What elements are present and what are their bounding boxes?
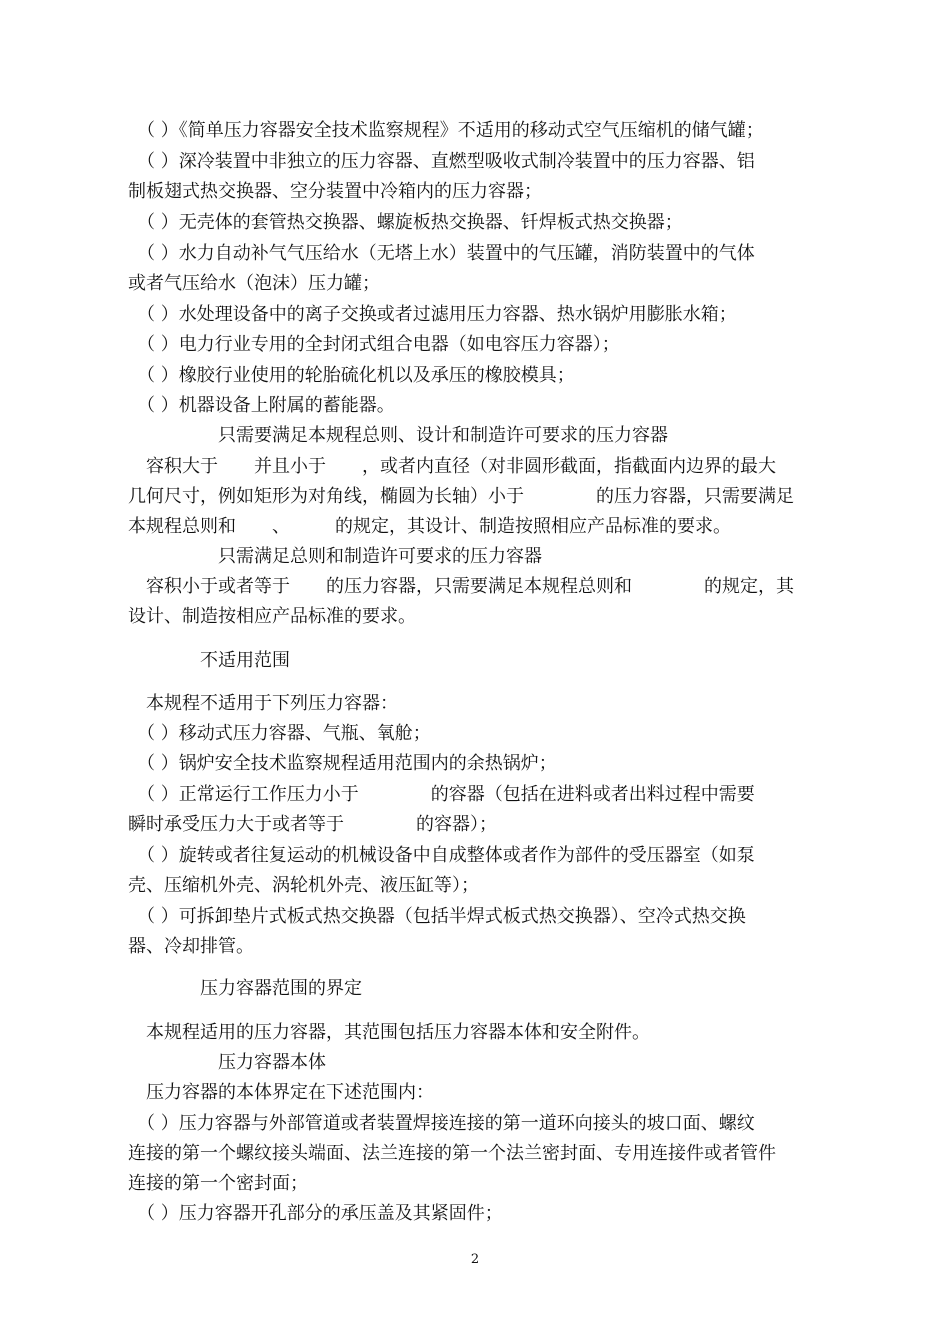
text-line: （ ）机器设备上附属的蓄能器。 — [128, 395, 395, 416]
section-heading: 只需满足总则和制造许可要求的压力容器 — [128, 546, 542, 567]
text-line: （ ）压力容器与外部管道或者装置焊接连接的第一道环向接头的坡口面、螺纹 — [128, 1113, 755, 1134]
section-heading: 只需要满足本规程总则、设计和制造许可要求的压力容器 — [128, 425, 668, 446]
text-line: （ ）压力容器开孔部分的承压盖及其紧固件； — [128, 1203, 503, 1224]
text-line: （ ）旋转或者往复运动的机械设备中自成整体或者作为部件的受压器室（如泵 — [128, 845, 755, 866]
text-line: 设计、制造按相应产品标准的要求。 — [128, 606, 416, 627]
text-line: 本规程适用的压力容器，其范围包括压力容器本体和安全附件。 — [128, 1022, 650, 1043]
text-line: （ ）《简单压力容器安全技术监察规程》不适用的移动式空气压缩机的储气罐； — [128, 120, 764, 141]
text-line: 几何尺寸，例如矩形为对角线，椭圆为长轴）小于 的压力容器，只需要满足 — [128, 486, 794, 507]
text-line: 压力容器的本体界定在下述范围内： — [128, 1082, 434, 1103]
section-heading: 压力容器本体 — [128, 1052, 326, 1073]
text-line: （ ）移动式压力容器、气瓶、氧舱； — [128, 723, 431, 744]
text-line: （ ）水处理设备中的离子交换或者过滤用压力容器、热水锅炉用膨胀水箱； — [128, 304, 737, 325]
text-line: （ ）水力自动补气气压给水（无塔上水）装置中的气压罐，消防装置中的气体 — [128, 243, 755, 264]
section-heading: 不适用范围 — [128, 650, 290, 671]
text-line: 连接的第一个螺纹接头端面、法兰连接的第一个法兰密封面、专用连接件或者管件 — [128, 1143, 776, 1164]
text-line: （ ）无壳体的套管热交换器、螺旋板热交换器、钎焊板式热交换器； — [128, 212, 683, 233]
text-line: （ ）橡胶行业使用的轮胎硫化机以及承压的橡胶模具； — [128, 365, 575, 386]
text-line: 本规程不适用于下列压力容器： — [128, 693, 398, 714]
text-line: （ ）深冷装置中非独立的压力容器、直燃型吸收式制冷装置中的压力容器、铝 — [128, 151, 755, 172]
text-line: 壳、压缩机外壳、涡轮机外壳、液压缸等）； — [128, 875, 479, 896]
text-line: （ ）电力行业专用的全封闭式组合电器（如电容压力容器）； — [128, 334, 620, 355]
text-line: （ ）可拆卸垫片式板式热交换器（包括半焊式板式热交换器）、空冷式热交换 — [128, 906, 746, 927]
text-line: 本规程总则和 、 的规定，其设计、制造按照相应产品标准的要求。 — [128, 516, 731, 537]
text-line: 制板翅式热交换器、空分装置中冷箱内的压力容器； — [128, 181, 542, 202]
text-line: 连接的第一个密封面； — [128, 1173, 308, 1194]
text-line: （ ）锅炉安全技术监察规程适用范围内的余热锅炉； — [128, 753, 557, 774]
text-line: 器、冷却排管。 — [128, 936, 254, 957]
text-line: （ ）正常运行工作压力小于 的容器（包括在进料或者出料过程中需要 — [128, 784, 755, 805]
text-line: 容积大于 并且小于 ，或者内直径（对非圆形截面，指截面内边界的最大 — [128, 456, 776, 477]
text-line: 或者气压给水（泡沫）压力罐； — [128, 273, 380, 294]
text-line: 容积小于或者等于 的压力容器，只需要满足本规程总则和 的规定，其 — [128, 576, 794, 597]
text-line: 瞬时承受压力大于或者等于 的容器）； — [128, 814, 497, 835]
page-number: 2 — [470, 1252, 480, 1267]
section-heading: 压力容器范围的界定 — [128, 978, 362, 999]
